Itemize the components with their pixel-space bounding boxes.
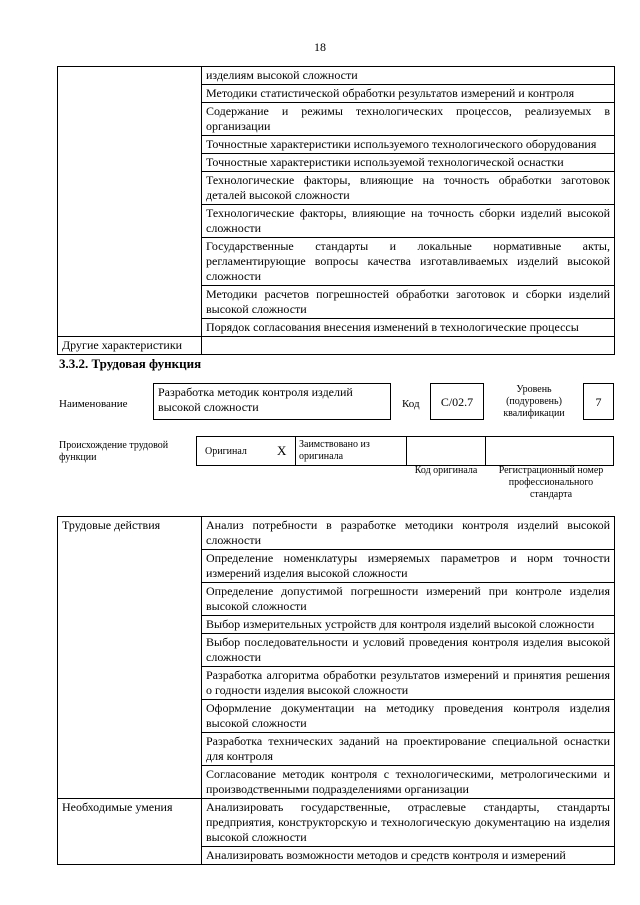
reg-number-label: Регистрационный номер профессионального стандарта xyxy=(498,465,604,500)
original-code-box xyxy=(406,436,486,466)
level-label: Уровень (подуровень) квалификации xyxy=(503,384,565,419)
table-cell: Точностные характеристики используемой технологической оснастки xyxy=(202,154,615,172)
table-cell: Выбор измерительных устройств для контроля изделий высокой сложности xyxy=(202,616,615,634)
table-cell-label: Необходимые умения xyxy=(58,799,202,865)
name-label: Наименование xyxy=(59,398,128,410)
function-table xyxy=(57,516,615,865)
table-cell: Согласование методик контроля с технологическими, метрологическими и производственными подразделениями организации xyxy=(202,766,615,799)
table-cell: Анализировать государственные, отраслевые стандарты, стандарты предприятия, конструкторскую и технологическую документацию на изделия высокой сложности xyxy=(202,799,615,847)
borrowed-label: Заимствовано из оригинала xyxy=(299,439,370,462)
code-value: C/02.7 xyxy=(440,395,474,409)
table-cell: Выбор последовательности и условий проведения контроля изделия высокой сложности xyxy=(202,634,615,667)
table-cell: Определение допустимой погрешности измерений при контроле изделия высокой сложности xyxy=(202,583,615,616)
table-cell: Разработка технических заданий на проектирование специальной оснастки для контроля xyxy=(202,733,615,766)
table-row xyxy=(58,67,615,85)
table-cell: изделиям высокой сложности xyxy=(202,67,615,85)
level-value: 7 xyxy=(595,395,602,409)
code-label: Код xyxy=(402,398,420,410)
code-value-box xyxy=(430,383,484,420)
table-cell: Анализ потребности в разработке методики контроля изделий высокой сложности xyxy=(202,517,615,550)
table-cell: Технологические факторы, влияющие на точность обработки заготовок деталей высокой сложности xyxy=(202,172,615,205)
table-cell xyxy=(202,337,615,355)
original-label: Оригинал xyxy=(205,446,247,457)
section-heading: 3.3.2. Трудовая функция xyxy=(59,356,202,371)
table-row xyxy=(58,517,615,550)
reg-number-box xyxy=(485,436,614,466)
table-cell: Содержание и режимы технологических процессов, реализуемых в организации xyxy=(202,103,615,136)
table-cell: Государственные стандарты и локальные нормативные акты, регламентирующие вопросы качества изготавливаемых изделий высокой сложности xyxy=(202,238,615,286)
table-cell-label: Трудовые действия xyxy=(58,517,202,799)
table-cell: Разработка алгоритма обработки результатов измерений и принятия решения о годности изделия высокой сложности xyxy=(202,667,615,700)
original-mark: X xyxy=(277,443,287,458)
table-cell: Технологические факторы, влияющие на точность сборки изделий высокой сложности xyxy=(202,205,615,238)
table-cell: Методики статистической обработки результатов измерений и контроля xyxy=(202,85,615,103)
table-cell: Анализировать возможности методов и средств контроля и измерений xyxy=(202,847,615,865)
table-cell: Оформление документации на методику проведения контроля изделия высокой сложности xyxy=(202,700,615,733)
level-value-box xyxy=(583,383,614,420)
table-cell: Определение номенклатуры измеряемых параметров и норм точности измерений изделия высокой сложности xyxy=(202,550,615,583)
name-value: Разработка методик контроля изделий высокой сложности xyxy=(158,385,353,414)
original-code-label: Код оригинала xyxy=(414,465,478,476)
table-cell-label: Другие характеристики xyxy=(58,337,202,355)
knowledge-table xyxy=(57,66,615,355)
name-value-box xyxy=(153,383,391,420)
origin-label: Происхождение трудовой функции xyxy=(59,440,169,463)
table-cell: Точностные характеристики используемого технологического оборудования xyxy=(202,136,615,154)
table-cell-label xyxy=(58,67,202,337)
borrowed-box xyxy=(295,436,407,466)
original-box xyxy=(196,436,296,466)
page-number: 18 xyxy=(314,40,326,54)
table-cell: Методики расчетов погрешностей обработки заготовок и сборки изделий высокой сложности xyxy=(202,286,615,319)
table-row xyxy=(58,337,615,355)
table-cell: Порядок согласования внесения изменений в технологические процессы xyxy=(202,319,615,337)
table-row xyxy=(58,799,615,847)
